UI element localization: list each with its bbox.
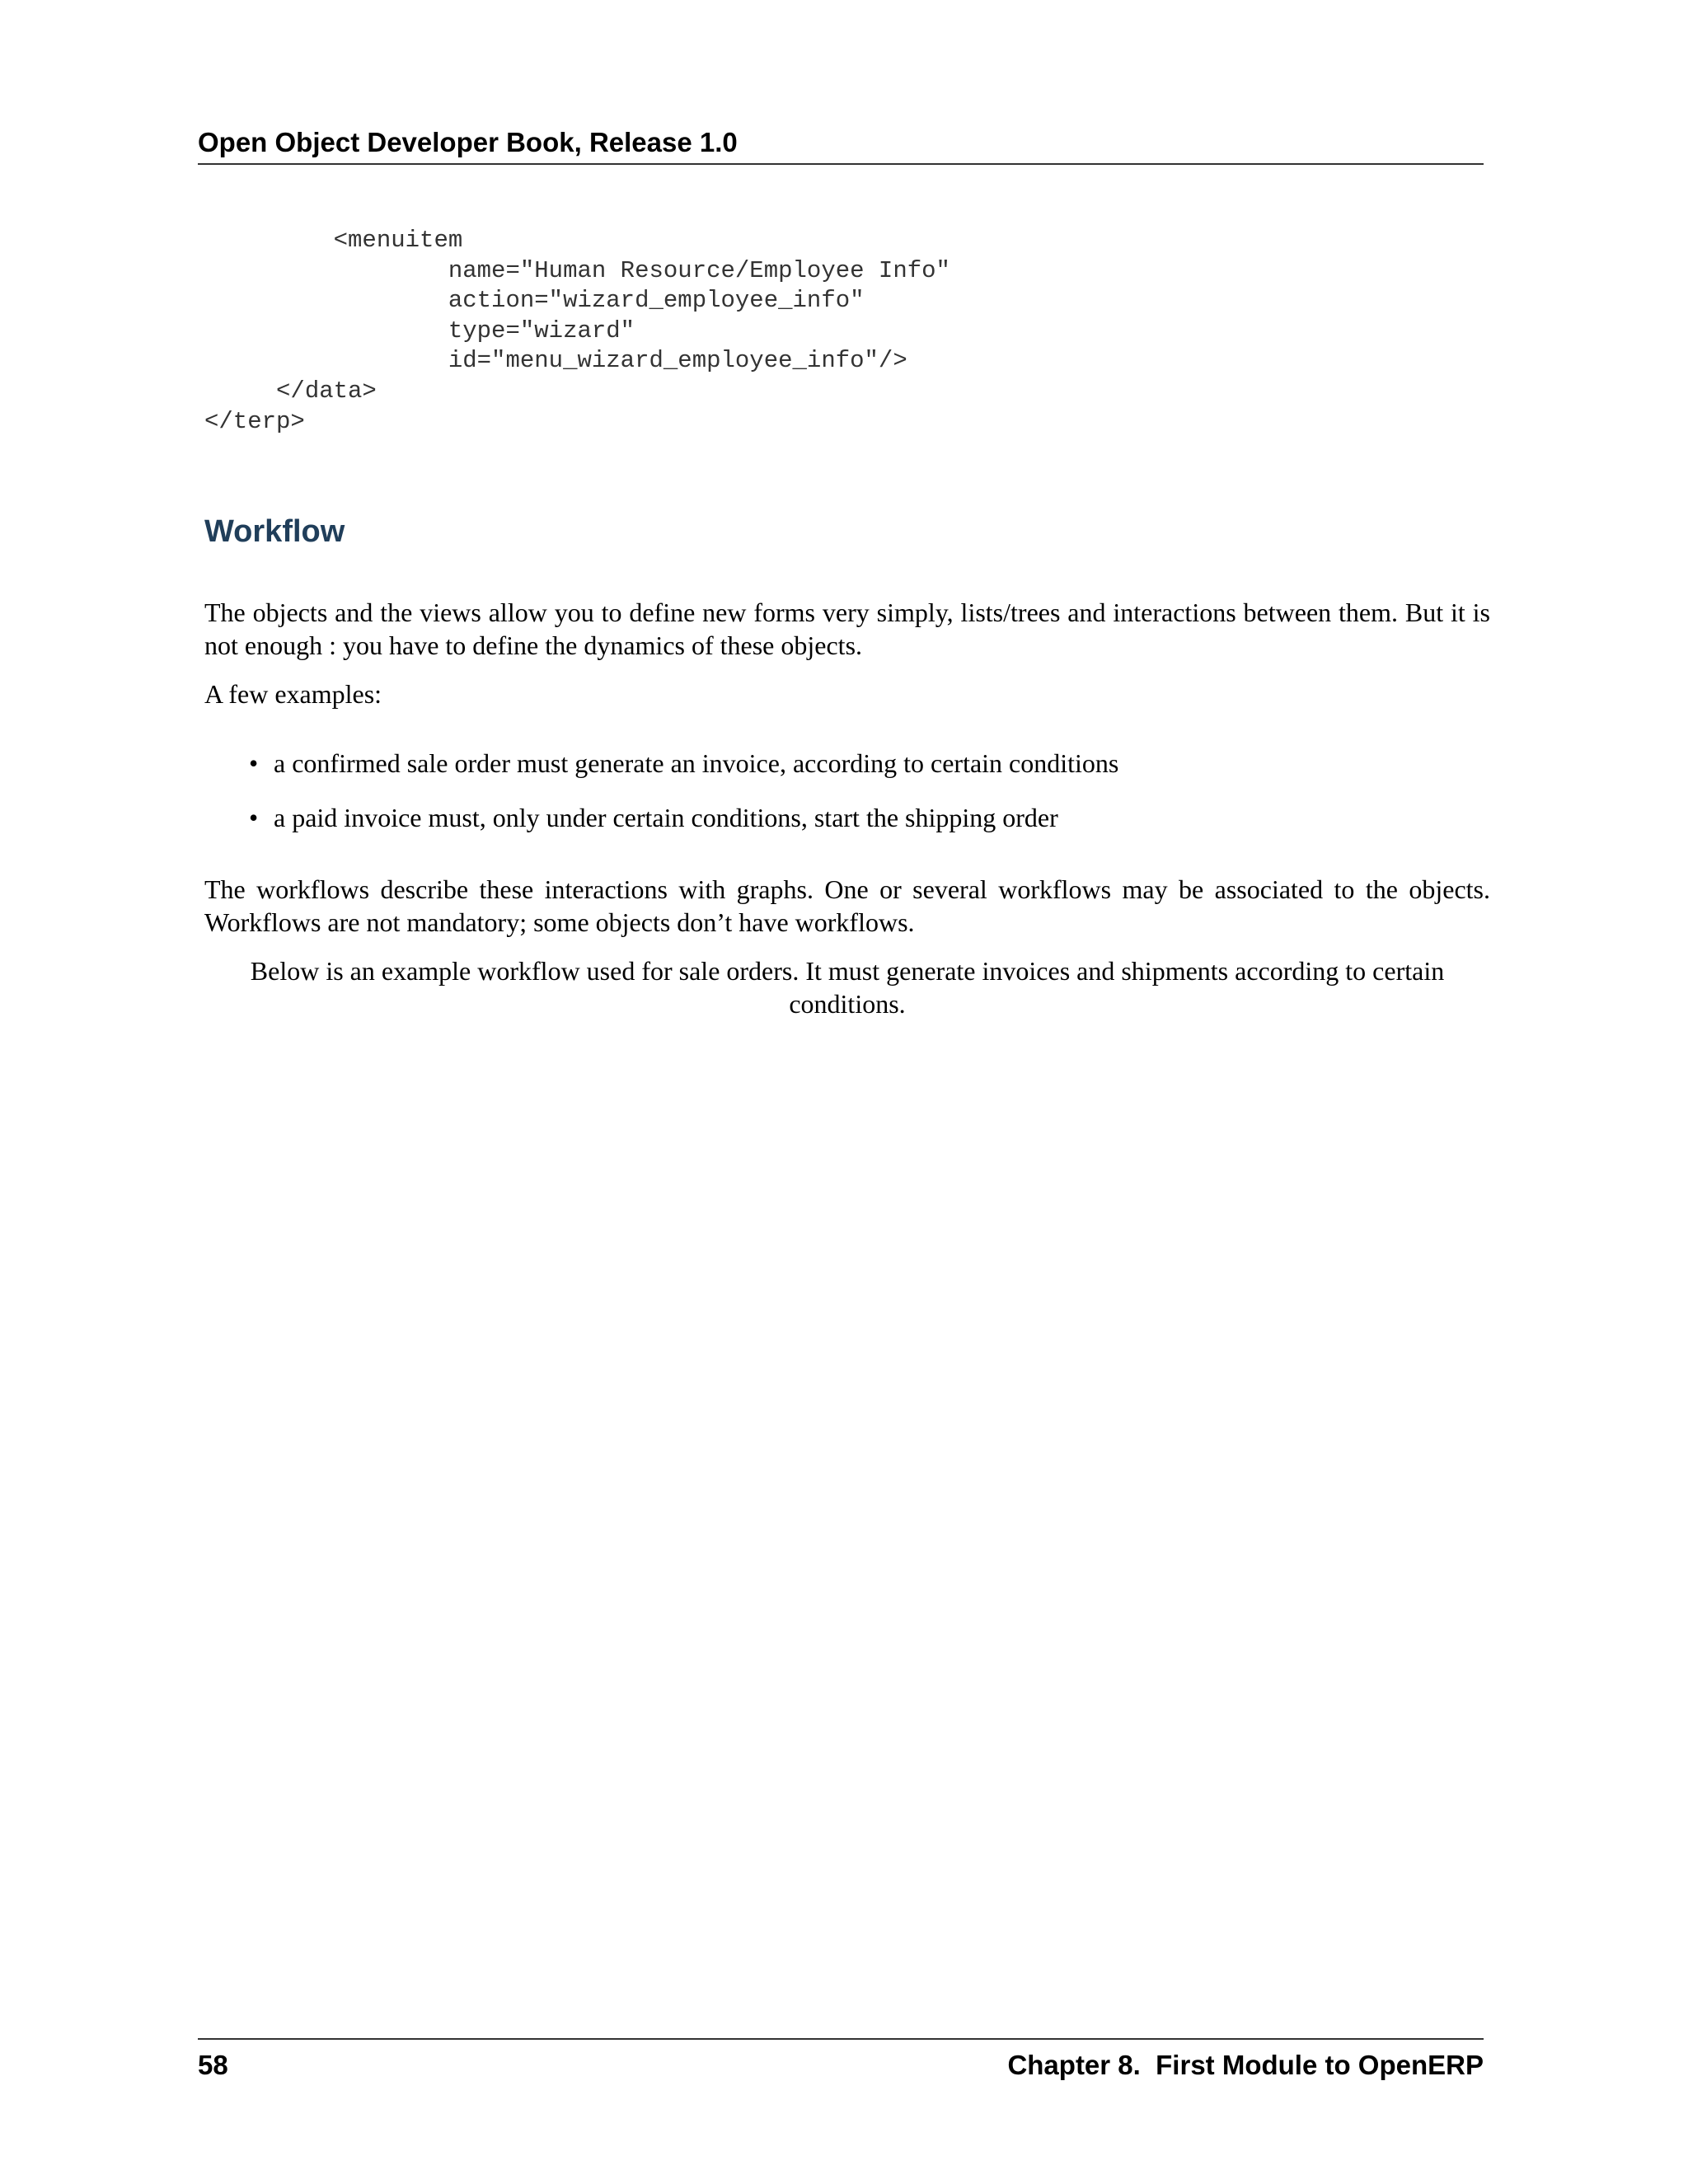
code-line: name="Human Resource/Employee Info" <box>204 256 950 284</box>
list-item <box>244 747 1480 780</box>
workflows-description-paragraph: The workflows describe these interactions with graphs. One or several workflows may be associated to the objects. Workflows are not mandatory; some objects don’t have workflows. <box>204 874 1490 937</box>
examples-lead-paragraph: A few examples: <box>204 679 382 709</box>
bullet-icon: • <box>249 748 259 778</box>
bullet-icon: • <box>249 803 259 832</box>
list-item-text: a confirmed sale order must generate an invoice, according to certain conditions <box>274 748 1119 778</box>
code-block <box>204 226 1474 437</box>
page-footer <box>198 2038 1484 2088</box>
list-item-text: a paid invoice must, only under certain conditions, start the shipping order <box>274 803 1058 832</box>
book-title: Open Object Developer Book, Release 1.0 <box>198 127 738 157</box>
code-line: id="menu_wizard_employee_info"/> <box>204 347 907 375</box>
intro-paragraph: The objects and the views allow you to define new forms very simply, lists/trees and interactions between them. But it is not enough : you have to define the dynamics of these objects. <box>204 598 1490 660</box>
list-item <box>244 801 1480 834</box>
code-line: </data> <box>204 377 377 405</box>
example-caption-paragraph: Below is an example workflow used for sale orders. It must generate invoices and shipments according to certain conditions. <box>250 956 1445 1019</box>
code-line: action="wizard_employee_info" <box>204 287 865 315</box>
code-line: </terp> <box>204 407 305 435</box>
code-line: type="wizard" <box>204 316 635 344</box>
section-heading-workflow: Workflow <box>204 514 345 549</box>
code-line: <menuitem <box>204 227 463 254</box>
chapter-title: Chapter 8. First Module to OpenERP <box>1007 2050 1484 2080</box>
page-number: 58 <box>198 2050 228 2080</box>
page-header <box>198 124 1484 165</box>
examples-list <box>244 747 1480 855</box>
